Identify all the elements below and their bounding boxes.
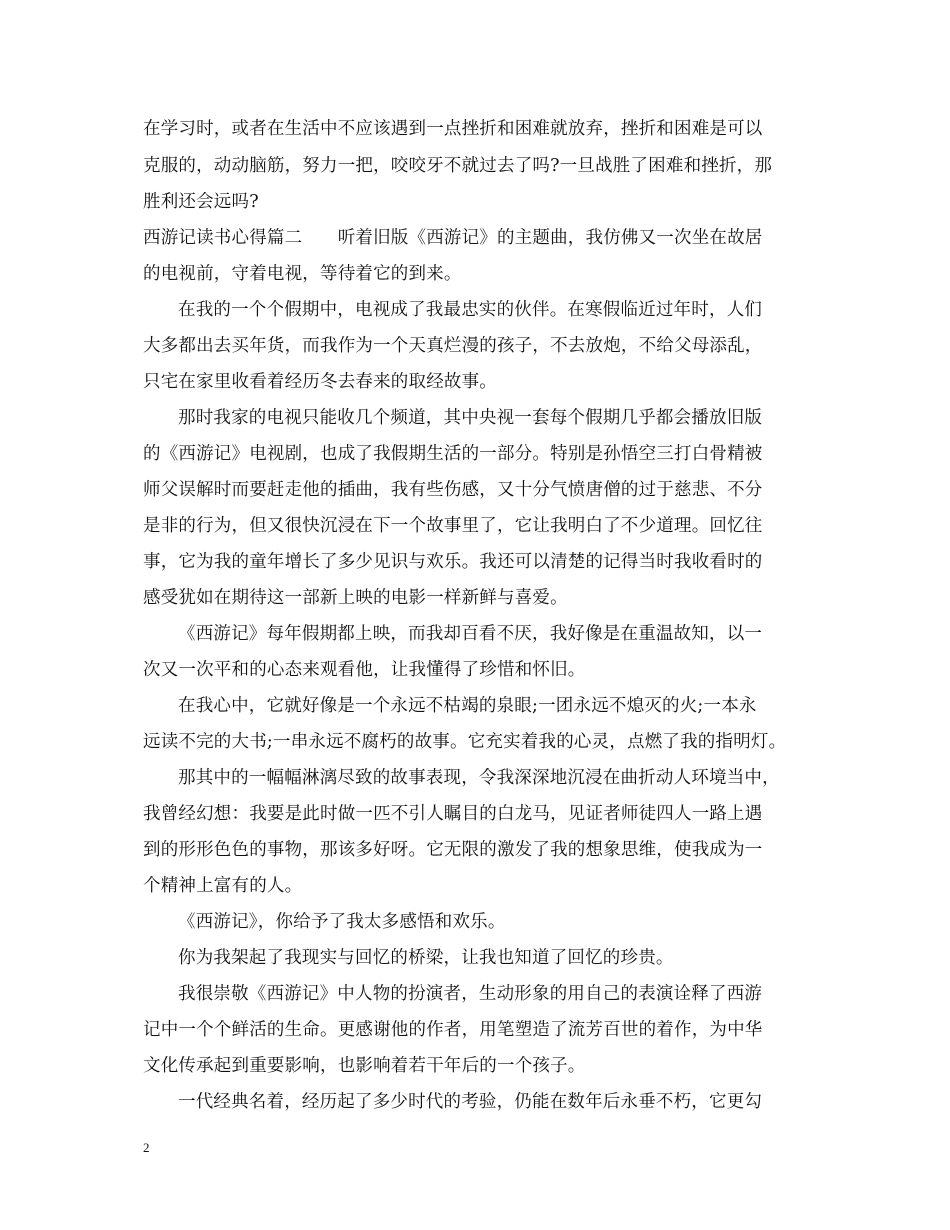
text-line: 的电视前，守着电视，等待着它的到来。 bbox=[143, 264, 462, 284]
paragraph-start-line: 在我心中，它就好像是一个永远不枯竭的泉眼;一团永远不熄灭的火;一本永 bbox=[178, 696, 757, 716]
paragraph-start-line: 我很崇敬《西游记》中人物的扮演者，生动形象的用自己的表演诠释了西游 bbox=[178, 984, 763, 1004]
text-line: 只宅在家里收看着经历冬去春来的取经故事。 bbox=[143, 372, 497, 392]
text-line: 远读不完的大书;一串永远不腐朽的故事。它充实着我的心灵，点燃了我的指明灯。 bbox=[143, 732, 787, 752]
text-line: 我曾经幻想：我要是此时做一匹不引人瞩目的白龙马，见证者师徒四人一路上遇 bbox=[143, 804, 763, 824]
text-line: 在学习时，或者在生活中不应该遇到一点挫折和困难就放弃，挫折和困难是可以 bbox=[143, 119, 763, 139]
text-line: 个精神上富有的人。 bbox=[143, 876, 303, 896]
page-number: 2 bbox=[143, 1140, 150, 1155]
paragraph-start-line: 那时我家的电视只能收几个频道，其中央视一套每个假期几乎都会播放旧版 bbox=[178, 408, 763, 428]
paragraph-start-line: 你为我架起了我现实与回忆的桥梁，让我也知道了回忆的珍贵。 bbox=[178, 948, 674, 968]
text-line: 胜利还会远吗? bbox=[143, 192, 259, 212]
text-line: 文化传承起到重要影响，也影响着若干年后的一个孩子。 bbox=[143, 1056, 586, 1076]
paragraph-start-line: 《西游记》，你给予了我太多感悟和欢乐。 bbox=[178, 912, 506, 932]
paragraph-start-line: 在我的一个个假期中，电视成了我最忠实的伙伴。在寒假临近过年时，人们 bbox=[178, 300, 763, 320]
text-line: 大多都出去买年货，而我作为一个天真烂漫的孩子，不去放炮，不给父母添乱， bbox=[143, 336, 763, 356]
paragraph-start-line: 《西游记》每年假期都上映，而我却百看不厌，我好像是在重温故知，以一 bbox=[178, 624, 763, 644]
section-heading-line: 西游记读书心得篇二 听着旧版《西游记》的主题曲，我仿佛又一次坐在故居 bbox=[143, 228, 763, 248]
text-line: 的《西游记》电视剧，也成了我假期生活的一部分。特别是孙悟空三打白骨精被 bbox=[143, 444, 763, 464]
paragraph-start-line: 那其中的一幅幅淋漓尽致的故事表现，令我深深地沉浸在曲折动人环境当中， bbox=[178, 768, 780, 788]
paragraph-start-line: 一代经典名着，经历起了多少时代的考验，仍能在数年后永垂不朽，它更勾 bbox=[178, 1092, 763, 1112]
text-line: 到的形形色色的事物，那该多好呀。它无限的激发了我的想象思维，使我成为一 bbox=[143, 840, 763, 860]
text-line: 事，它为我的童年增长了多少见识与欢乐。我还可以清楚的记得当时我收看时的 bbox=[143, 552, 763, 572]
text-line: 记中一个个鲜活的生命。更感谢他的作者，用笔塑造了流芳百世的着作，为中华 bbox=[143, 1020, 763, 1040]
text-line: 师父误解时而要赶走他的插曲，我有些伤感，又十分气愤唐僧的过于慈悲、不分 bbox=[143, 480, 763, 500]
text-line: 感受犹如在期待这一部新上映的电影一样新鲜与喜爱。 bbox=[143, 588, 568, 608]
text-line: 克服的，动动脑筋，努力一把，咬咬牙不就过去了吗?一旦战胜了困难和挫折，那 bbox=[143, 156, 773, 176]
text-line: 次又一次平和的心态来观看他，让我懂得了珍惜和怀旧。 bbox=[143, 660, 586, 680]
text-line: 是非的行为，但又很快沉浸在下一个故事里了，它让我明白了不少道理。回忆往 bbox=[143, 516, 763, 536]
